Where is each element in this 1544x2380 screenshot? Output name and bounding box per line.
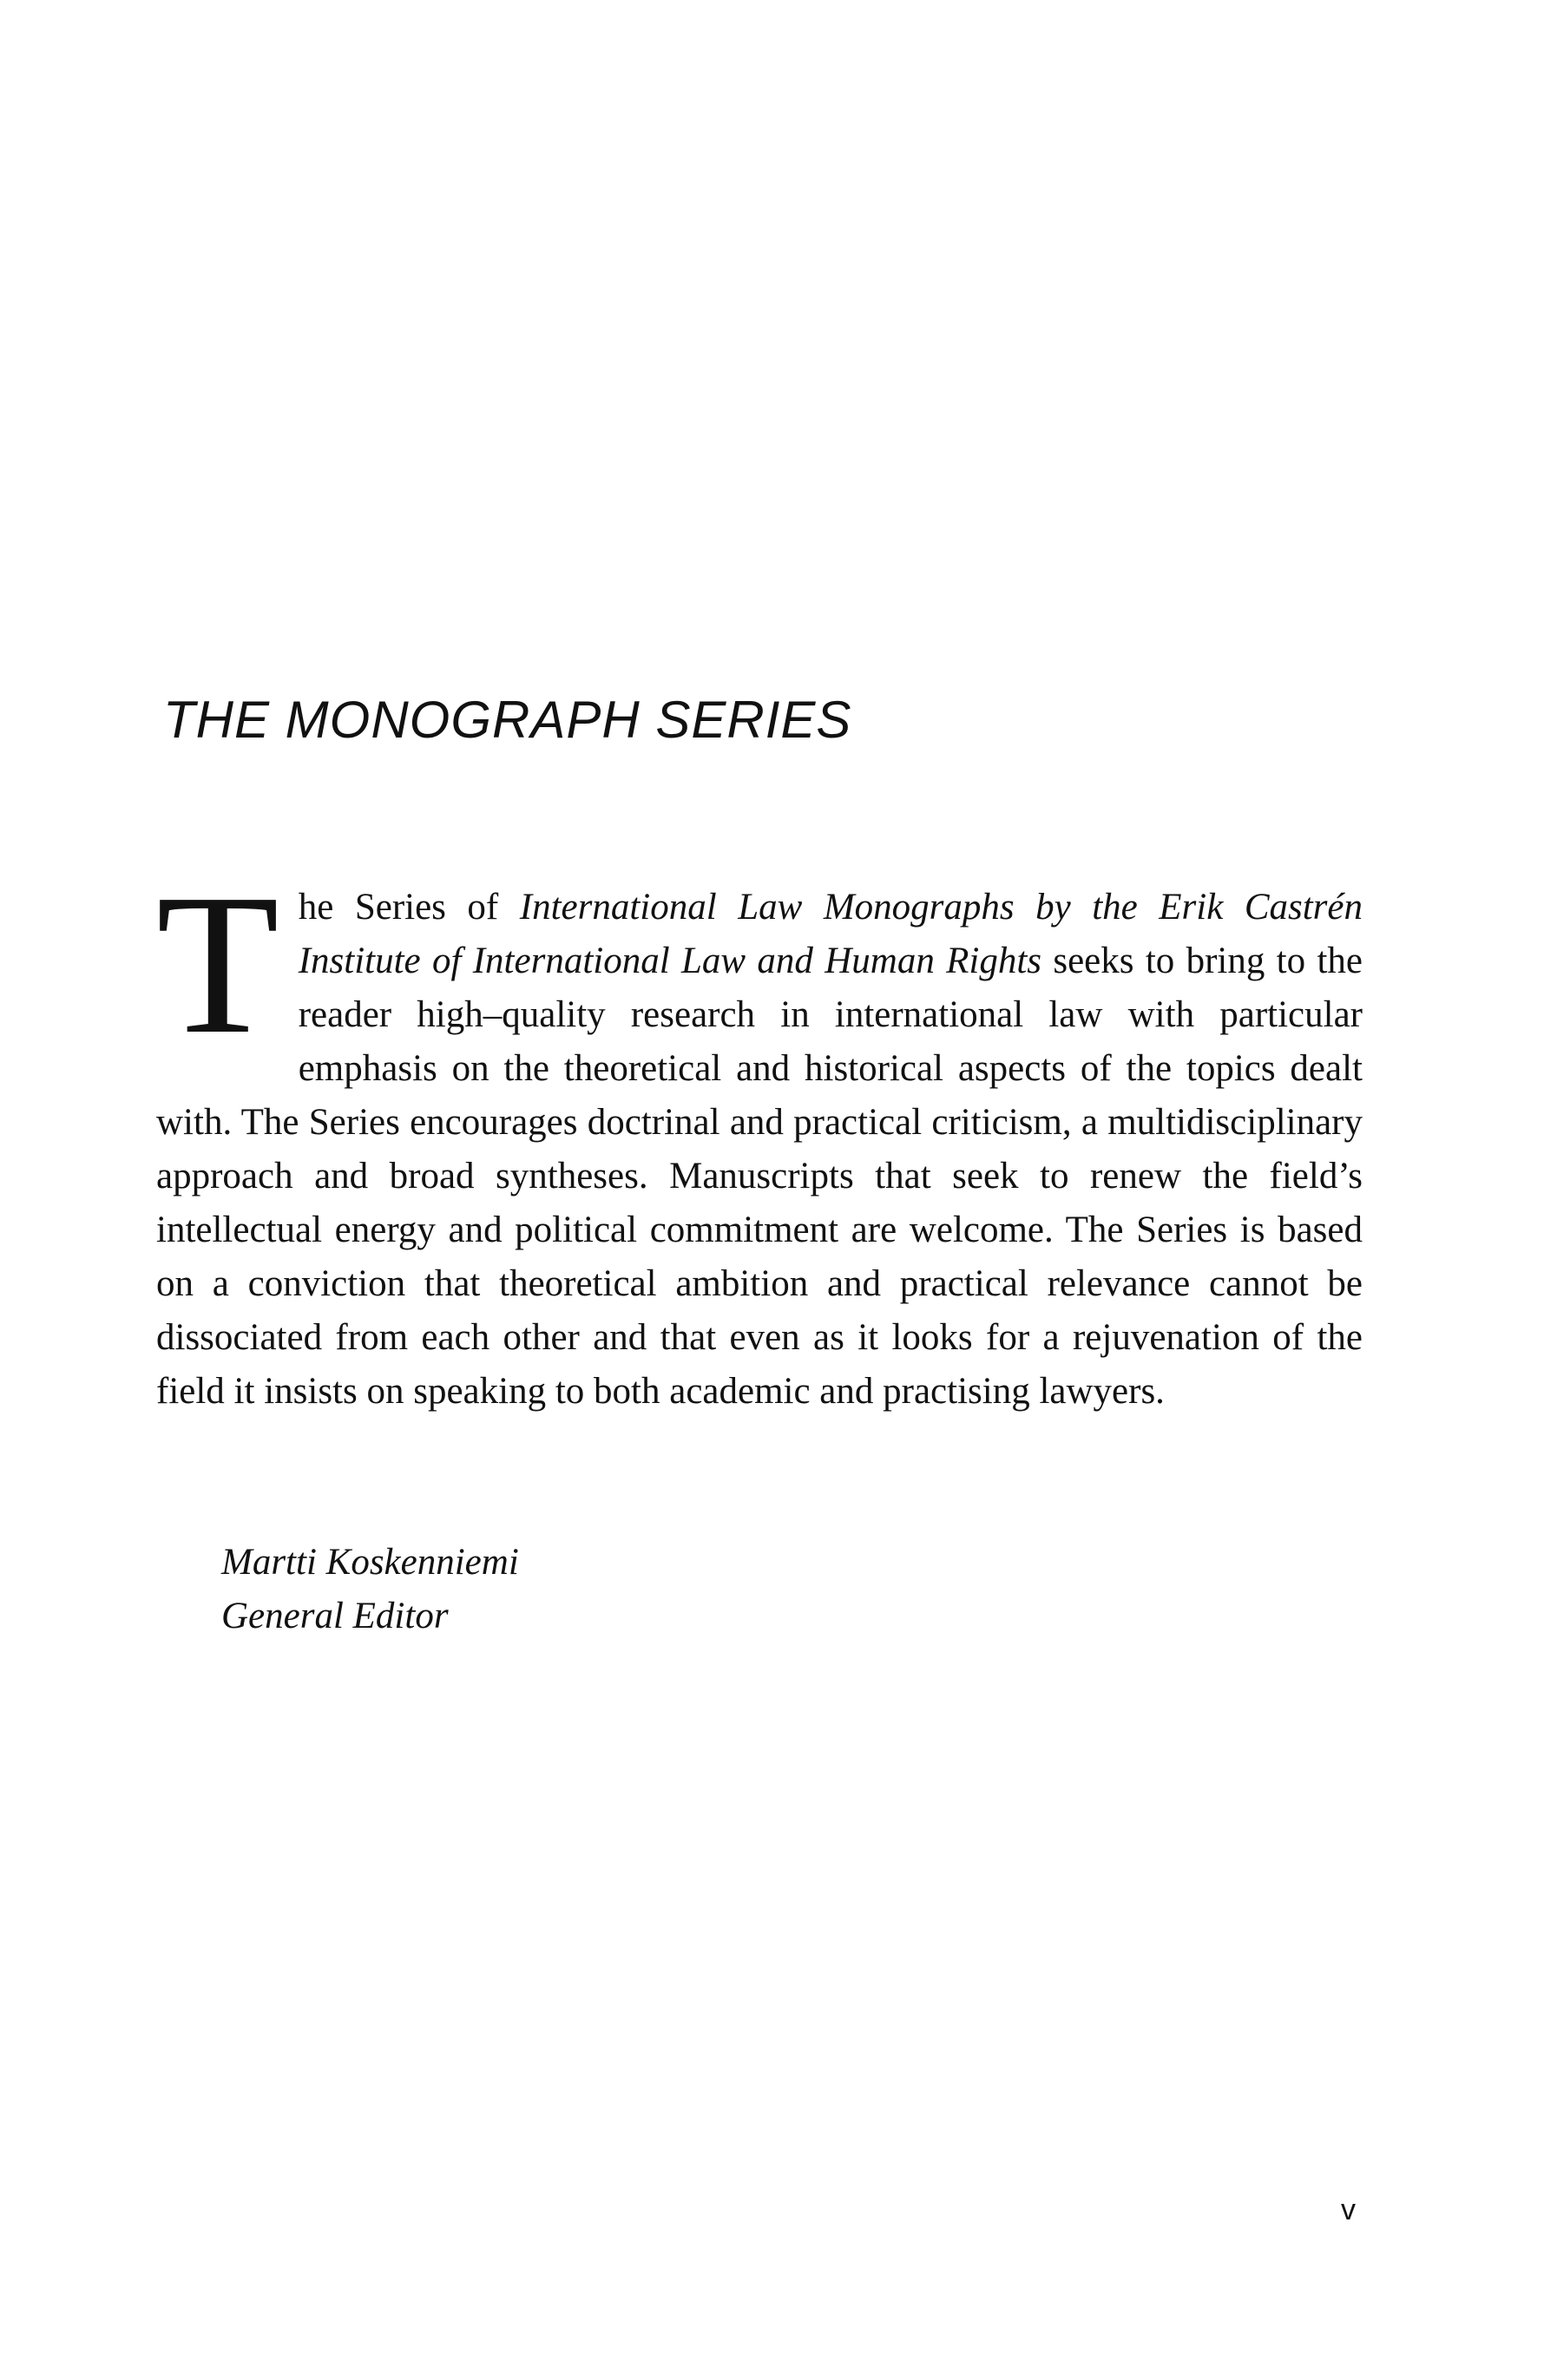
editor-name: Martti Koskenniemi [221, 1542, 519, 1583]
paragraph-text: he Series of [298, 887, 520, 928]
signature-block [221, 1536, 519, 1643]
body-paragraph [156, 853, 1363, 1419]
page-title: THE MONOGRAPH SERIES [163, 691, 852, 749]
series-title: International Law Monographs by the Erik Castrén Institute of International Law and Human Rights [298, 887, 1363, 981]
editor-role: General Editor [221, 1596, 449, 1636]
drop-cap: T [156, 853, 279, 1076]
page-number: v [1341, 2193, 1356, 2226]
paragraph-text-continued: seeks to bring to the reader high–quality research in international law with particular emphasis on the theoretical and historical aspects of the topics dealt with. The Series encourages doctrinal and practical criticism, a multidisciplinary approach and broad syntheses. Manuscripts that seek to renew the field’s intellectual energy and political commitment are welcome. The Series is based on a conviction that theoretical ambition and practical relevance cannot be dissociated from each other and that even as it looks for a rejuvenation of the field it insists on speaking to both academic and practising lawyers. [156, 941, 1363, 1412]
